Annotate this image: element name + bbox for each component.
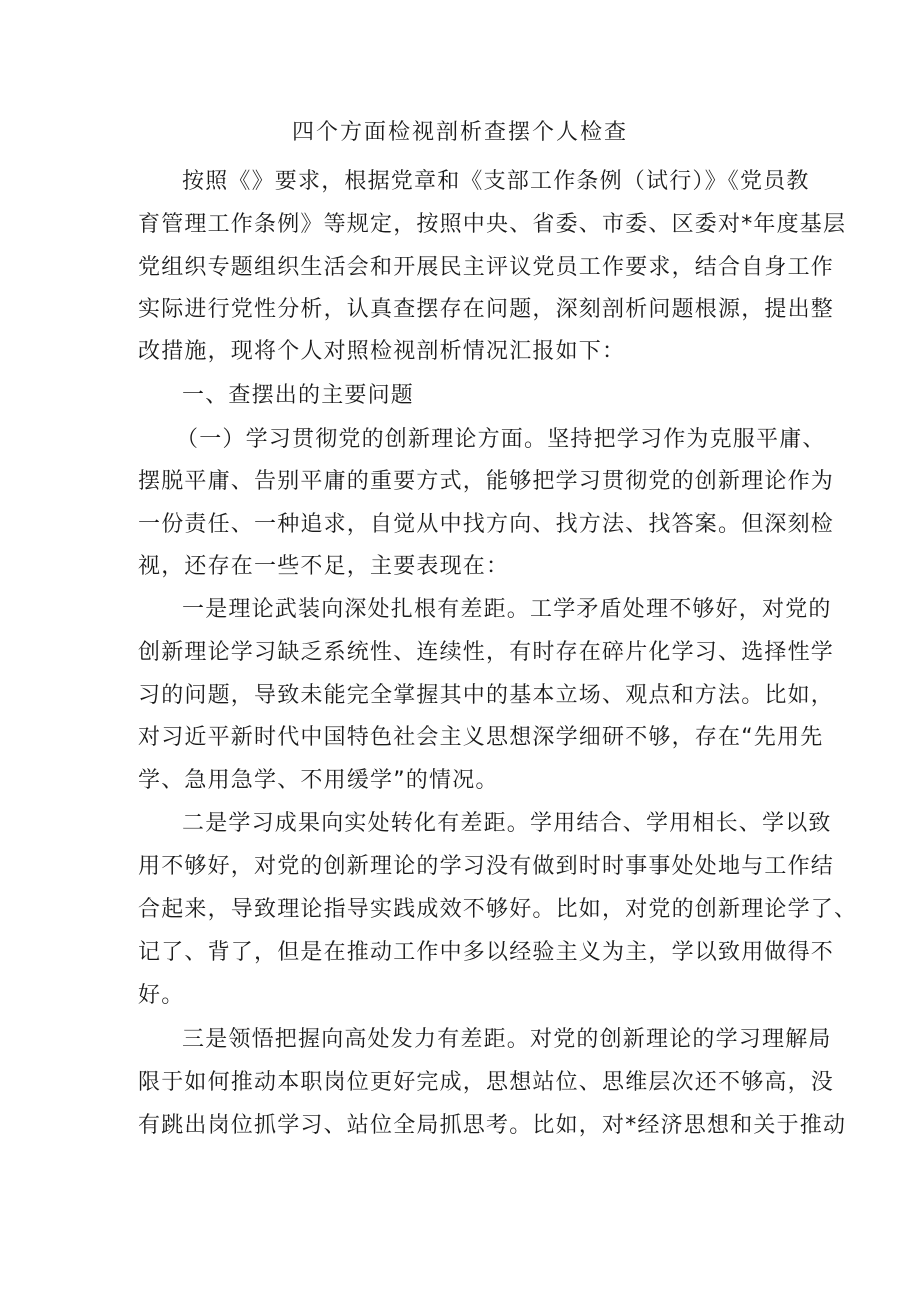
- paragraph-line: 对习近平新时代中国特色社会主义思想深学细研不够，存在“先用先: [138, 725, 824, 750]
- paragraph-line: 党组织专题组织生活会和开展民主评议党员工作要求，结合自身工作: [138, 255, 835, 280]
- paragraph-line: 学、急用急学、不用缓学”的情况。: [138, 768, 499, 793]
- subsection-heading: （一）学习贯彻党的创新理论方面。坚持把学习作为克服平庸、: [176, 427, 826, 452]
- paragraph-line: 习的问题，导致未能完全掌握其中的基本立场、观点和方法。比如，: [138, 683, 835, 708]
- paragraph-line: 有跳出岗位抓学习、站位全局抓思考。比如，对*经济思想和关于推动: [138, 1113, 847, 1138]
- paragraph-line: 育管理工作条例》等规定，按照中央、省委、市委、区委对*年度基层: [138, 212, 847, 237]
- paragraph-line: 记了、背了，但是在推动工作中多以经验主义为主，学以致用做得不: [138, 940, 835, 965]
- paragraph-line: 好。: [138, 983, 185, 1008]
- paragraph-line: 按照《》要求，根据党章和《支部工作条例（试行）》《党员教: [182, 169, 810, 194]
- paragraph-line: 用不够好，对党的创新理论的学习没有做到时时事事处处地与工作结: [138, 854, 835, 879]
- document-title: 四个方面检视剖析查摆个人检查: [291, 120, 628, 145]
- paragraph-line: 创新理论学习缺乏系统性、连续性，有时存在碎片化学习、选择性学: [138, 640, 835, 665]
- paragraph-line: 三是领悟把握向高处发力有差距。对党的创新理论的学习理解局: [182, 1027, 832, 1052]
- paragraph-line: 合起来，导致理论指导实践成效不够好。比如，对党的创新理论学了、: [138, 897, 858, 922]
- paragraph-line: 限于如何推动本职岗位更好完成，思想站位、思维层次还不够高，没: [138, 1070, 835, 1095]
- paragraph-line: 视，还存在一些不足，主要表现在：: [138, 554, 510, 579]
- paragraph-line: 二是学习成果向实处转化有差距。学用结合、学用相长、学以致: [182, 811, 832, 836]
- paragraph-line: 一是理论武装向深处扎根有差距。工学矛盾处理不够好，对党的: [182, 597, 832, 622]
- paragraph-line: 摆脱平庸、告别平庸的重要方式，能够把学习贯彻党的创新理论作为: [138, 469, 835, 494]
- paragraph-line: 实际进行党性分析，认真查摆存在问题，深刻剖析问题根源，提出整: [138, 297, 835, 322]
- paragraph-line: 改措施，现将个人对照检视剖析情况汇报如下：: [138, 339, 626, 364]
- paragraph-line: 一份责任、一种追求，自觉从中找方向、找方法、找答案。但深刻检: [138, 512, 835, 537]
- section-heading: 一、查摆出的主要问题: [182, 383, 415, 408]
